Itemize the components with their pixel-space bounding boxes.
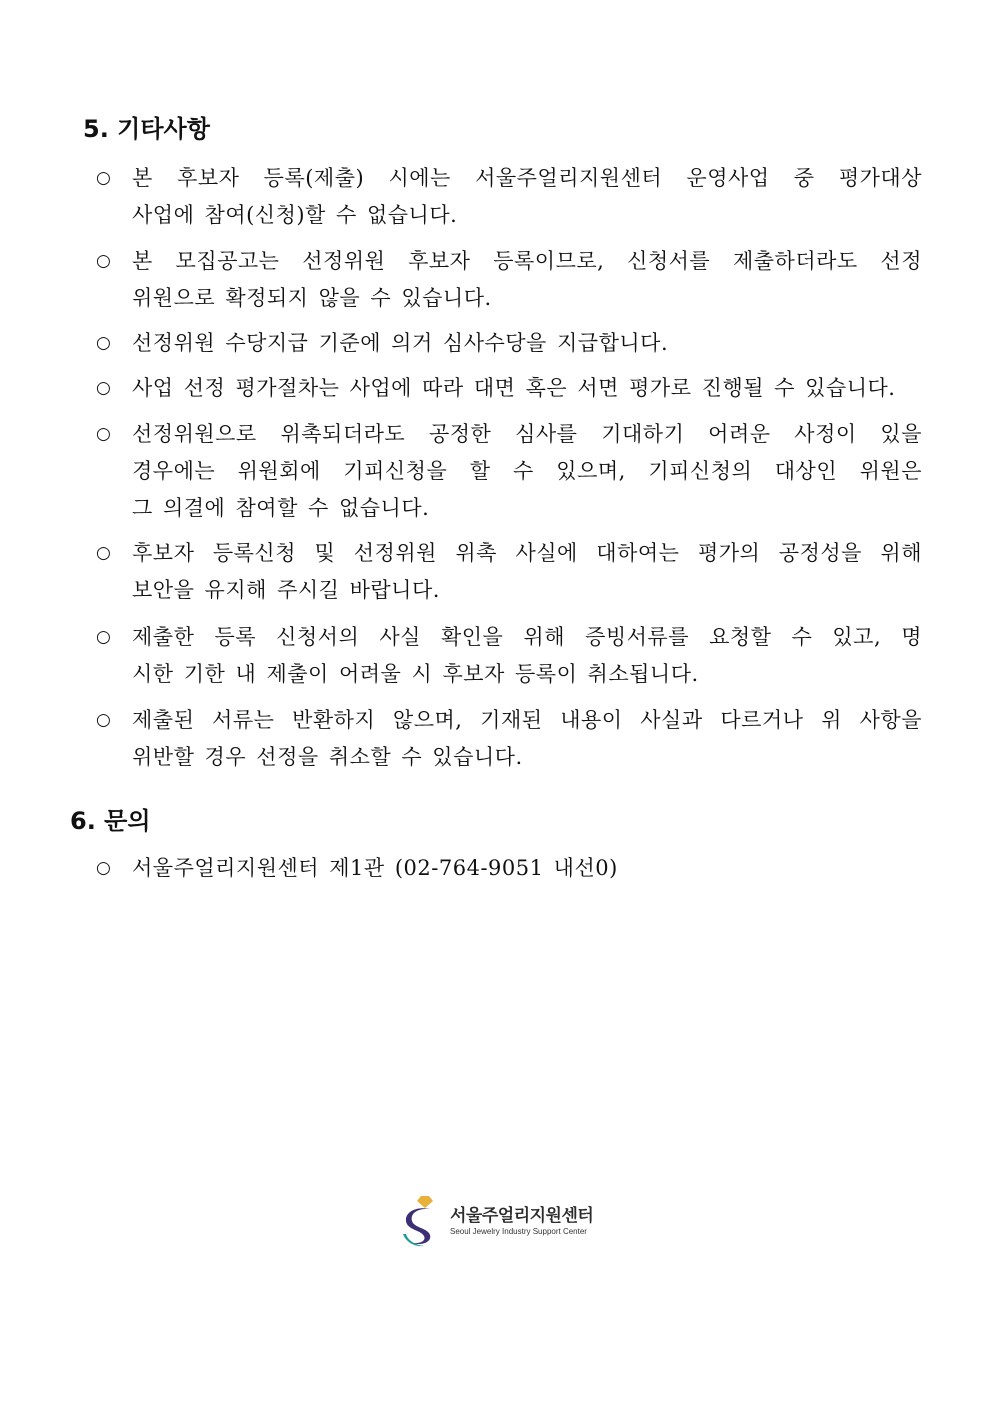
text-line: 본 후보자 등록(제출) 시에는 서울주얼리지원센터 운영사업 중 평가대상 (132, 166, 922, 190)
text-line: 그 의결에 참여할 수 없습니다. (132, 496, 430, 520)
list-item-text (132, 370, 922, 407)
bullet-marker: ○ (96, 251, 111, 271)
bullet-marker: ○ (96, 627, 111, 647)
text-line: 사업에 참여(신청)할 수 없습니다. (132, 203, 458, 227)
logo-organization-name: 서울주얼리지원센터 (450, 1205, 594, 1226)
bullet-marker: ○ (96, 710, 111, 730)
text-line: 사업 선정 평가절차는 사업에 따라 대면 혹은 서면 평가로 진행될 수 있습니다. (132, 376, 896, 400)
bullet-marker: ○ (96, 424, 111, 444)
list-item (96, 619, 922, 693)
list-item-text (132, 243, 922, 317)
organization-logo (400, 1194, 593, 1248)
bullet-marker: ○ (96, 168, 111, 188)
logo-text (450, 1206, 593, 1237)
text-line: 본 모집공고는 선정위원 후보자 등록이므로, 신청서를 제출하더라도 선정 (132, 249, 922, 273)
text-line: 서울주얼리지원센터 제1관 (02-764-9051 내선0) (132, 856, 618, 880)
text-line: 위반할 경우 선정을 취소할 수 있습니다. (132, 745, 523, 769)
text-line: 후보자 등록신청 및 선정위원 위촉 사실에 대하여는 평가의 공정성을 위해 (132, 541, 922, 565)
list-item (96, 370, 922, 407)
list-item-text (132, 160, 922, 234)
logo-s-upper (406, 1208, 430, 1244)
list-item-text (132, 535, 922, 609)
bullet-marker: ○ (96, 543, 111, 563)
text-line: 경우에는 위원회에 기피신청을 할 수 있으며, 기피신청의 대상인 위원은 (132, 459, 922, 483)
text-line: 위원으로 확정되지 않을 수 있습니다. (132, 286, 492, 310)
text-line: 제출한 등록 신청서의 사실 확인을 위해 증빙서류를 요청할 수 있고, 명 (132, 625, 922, 649)
section-6-heading: 6. 문의 (70, 807, 151, 835)
list-item-text (132, 416, 922, 527)
list-item (96, 850, 922, 887)
section-5-heading: 5. 기타사항 (83, 115, 210, 143)
list-item (96, 160, 922, 234)
bullet-marker: ○ (96, 858, 111, 878)
text-line: 시한 기한 내 제출이 어려울 시 후보자 등록이 취소됩니다. (132, 662, 699, 686)
bullet-marker: ○ (96, 378, 111, 398)
list-item-text (132, 619, 922, 693)
bullet-marker: ○ (96, 333, 111, 353)
logo-english-subtitle: Seoul Jewelry Industry Support Center (450, 1226, 587, 1236)
list-item (96, 243, 922, 317)
list-item (96, 702, 922, 776)
list-item-text (132, 325, 922, 362)
list-item-text (132, 850, 922, 887)
list-item (96, 325, 922, 362)
list-item-text (132, 702, 922, 776)
list-item (96, 416, 922, 527)
logo-s-lower (403, 1234, 424, 1246)
text-line: 제출된 서류는 반환하지 않으며, 기재된 내용이 사실과 다르거나 위 사항을 (132, 708, 922, 732)
text-line: 선정위원으로 위촉되더라도 공정한 심사를 기대하기 어려운 사정이 있을 (132, 422, 922, 446)
jewel-s-logo-icon (400, 1194, 442, 1248)
text-line: 보안을 유지해 주시길 바랍니다. (132, 578, 440, 602)
list-item (96, 535, 922, 609)
text-line: 선정위원 수당지급 기준에 의거 심사수당을 지급합니다. (132, 331, 669, 355)
gem-icon (417, 1196, 433, 1208)
